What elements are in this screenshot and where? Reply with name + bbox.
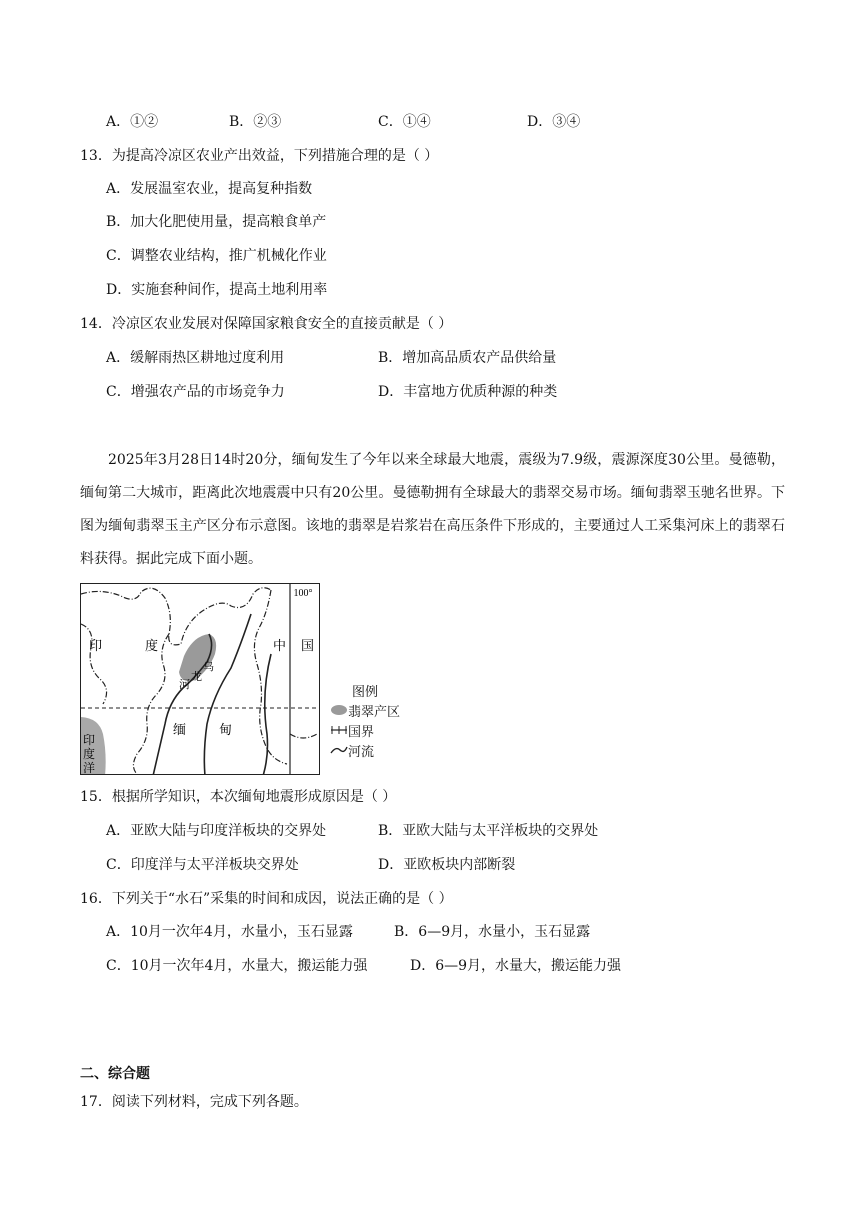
jade-area-icon bbox=[330, 704, 348, 716]
legend-jade bbox=[330, 700, 400, 720]
river-icon bbox=[330, 744, 348, 756]
label-ocean-3: 洋 bbox=[83, 761, 96, 775]
q16-option-c: C．10月一次年4月，水量大，搬运能力强 bbox=[106, 958, 368, 974]
q14-option-c: C．增强农产品的市场竞争力 bbox=[106, 384, 285, 400]
label-ocean-2: 度 bbox=[83, 747, 96, 761]
q15-stem: 15．根据所学知识，本次缅甸地震形成原因是（ ） bbox=[80, 789, 397, 805]
river-far-east bbox=[263, 654, 271, 775]
map-legend bbox=[330, 680, 400, 760]
border-india-internal bbox=[81, 624, 107, 704]
q13-stem: 13．为提高冷凉区农业产出效益，下列措施合理的是（ ） bbox=[80, 148, 439, 164]
q15-option-b: B．亚欧大陆与太平洋板块的交界处 bbox=[378, 823, 599, 839]
section-heading: 二、综合题 bbox=[80, 1066, 150, 1082]
q14-option-d: D．丰富地方优质种源的种类 bbox=[378, 384, 558, 400]
q13-option-c: C．调整农业结构，推广机械化作业 bbox=[106, 248, 327, 264]
border-se bbox=[290, 734, 317, 738]
legend-jade-label: 翡翠产区 bbox=[348, 704, 401, 720]
label-china-2: 国 bbox=[301, 638, 315, 653]
q15-option-a: A．亚欧大陆与印度洋板块的交界处 bbox=[106, 823, 327, 839]
q16-option-a: A．10月一次年4月，水量小，玉石显露 bbox=[106, 924, 353, 940]
q12-option-d: D．③④ bbox=[527, 114, 581, 130]
q13-option-d: D．实施套种间作，提高土地利用率 bbox=[106, 282, 328, 298]
label-river-3: 河 bbox=[179, 679, 190, 691]
q14-option-b: B．增加高品质农产品供给量 bbox=[378, 350, 557, 366]
q15-option-d: D．亚欧板块内部断裂 bbox=[378, 857, 516, 873]
label-river-1: 乌 bbox=[203, 661, 214, 673]
legend-river-label: 河流 bbox=[348, 744, 375, 760]
lon-label: 100° bbox=[293, 588, 313, 599]
legend-river bbox=[330, 740, 400, 760]
q12-option-b: B．②③ bbox=[229, 114, 282, 130]
legend-border bbox=[330, 720, 400, 740]
passage bbox=[80, 444, 785, 576]
legend-border-label: 国界 bbox=[348, 724, 375, 740]
q13-option-b: B．加大化肥使用量，提高粮食单产 bbox=[106, 214, 327, 230]
border-west bbox=[133, 634, 169, 775]
q15-option-c: C．印度洋与太平洋板块交界处 bbox=[106, 857, 299, 873]
label-india-1: 印 bbox=[89, 638, 103, 653]
label-china-1: 中 bbox=[273, 638, 287, 653]
passage-text: 2025年3月28日14时20分，缅甸发生了今年以来全球最大地震，震级为7.9级，震源深度30公里。曼德勒，缅甸第二大城市，距离此次地震震中只有20公里。曼德勒拥有全球最大的翡翠交易市场。缅甸翡翠玉驰名世界。下图为缅甸翡翠玉主产区分布示意图。该地的翡翠是岩浆岩在高压条件下形成的，主要通过人工采集河床上的翡翠石料获得。据此完成下面小题。 bbox=[80, 452, 785, 567]
q16-option-d: D．6—9月，水量大，搬运能力强 bbox=[410, 958, 622, 974]
map-drawing bbox=[81, 584, 320, 775]
myanmar-jade-map bbox=[80, 583, 320, 775]
q14-option-a: A．缓解雨热区耕地过度利用 bbox=[106, 350, 285, 366]
q17-stem: 17．阅读下列材料，完成下列各题。 bbox=[80, 1094, 308, 1110]
q12-option-c: C．①④ bbox=[378, 114, 431, 130]
label-myanmar-1: 缅 bbox=[173, 722, 187, 737]
legend-title: 图例 bbox=[352, 684, 379, 700]
label-ocean-1: 印 bbox=[83, 733, 96, 747]
q16-option-b: B．6—9月，水量小，玉石显露 bbox=[394, 924, 591, 940]
q16-stem: 16．下列关于“水石”采集的时间和成因，说法正确的是（ ） bbox=[80, 891, 453, 907]
label-river-2: 龙 bbox=[191, 671, 202, 683]
q12-option-a: A．①② bbox=[106, 114, 159, 130]
border-east bbox=[254, 590, 287, 764]
border-icon bbox=[330, 724, 348, 736]
label-india-2: 度 bbox=[145, 638, 159, 653]
label-myanmar-2: 甸 bbox=[219, 722, 233, 737]
q13-option-a: A．发展温室农业，提高复种指数 bbox=[106, 181, 313, 197]
q14-stem: 14．冷凉区农业发展对保障国家粮食安全的直接贡献是（ ） bbox=[80, 316, 453, 332]
